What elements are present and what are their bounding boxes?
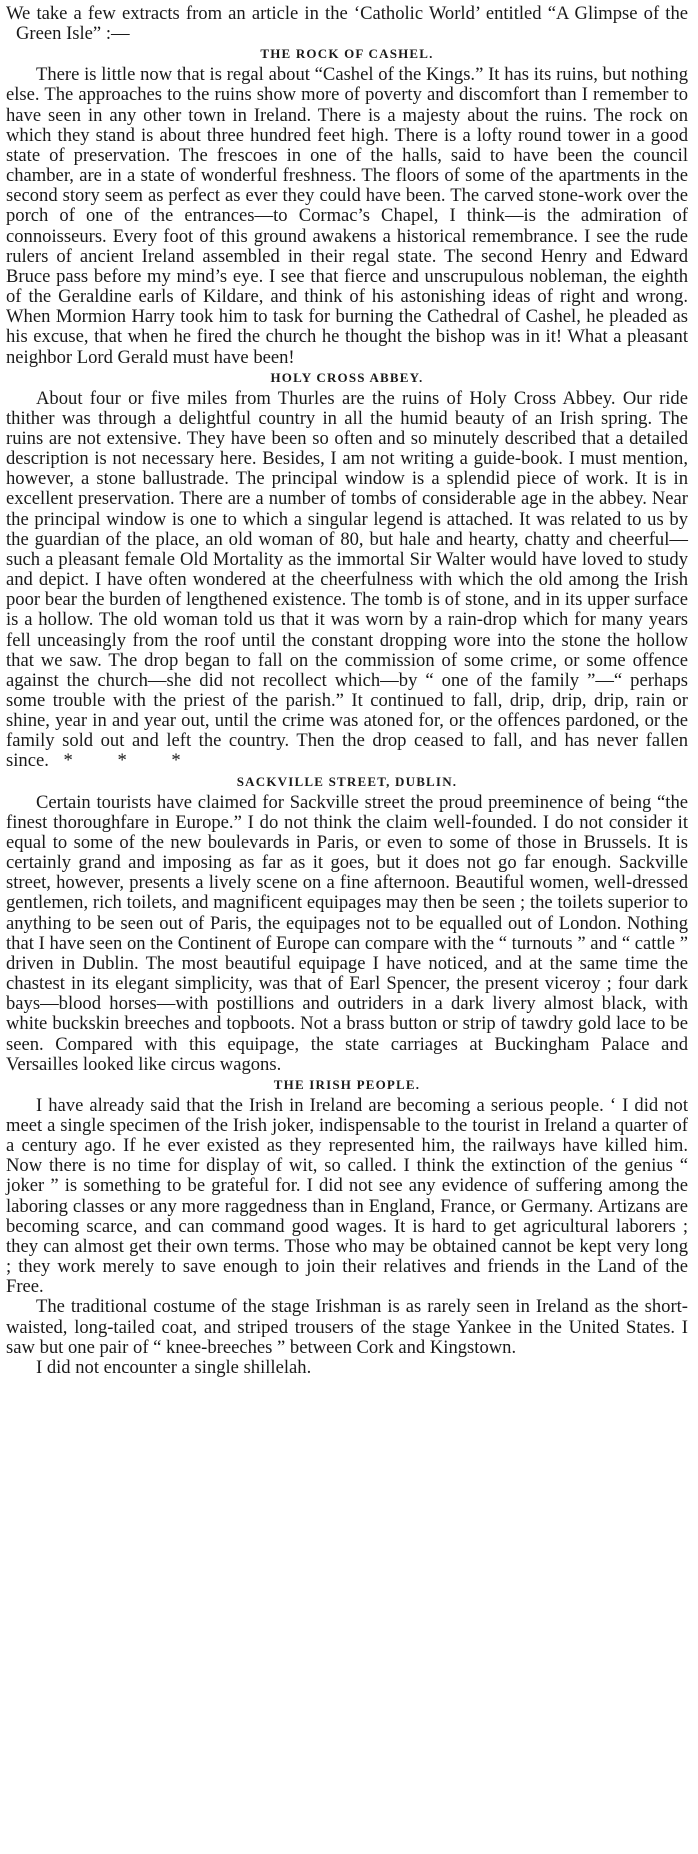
paragraph-holy-cross-abbey <box>6 389 688 772</box>
paragraph-sackville-street: Certain tourists have claimed for Sackville street the proud preeminence of being “the finest thoroughfare in Europe.” I do not think the claim well-founded. I do not consider it equal to some of the new boulevards in Paris, or even to some of those in Brussels. It is certainly grand and imposing as far as it goes, but it does not go far enough. Sackville street, however, presents a lively scene on a fine afternoon. Beautiful women, well-dressed gentlemen, rich toilets, and magnificent equipages may then be seen ; the toilets superior to anything to be seen out of Paris, the equipages not to be equalled out of London. Nothing that I have seen on the Continent of Europe can compare with the “ turnouts ” and “ cattle ” driven in Dublin. The most beautiful equipage I have noticed, and at the same time the chastest in its elegant simplicity, was that of Earl Spencer, the present viceroy ; four dark bays—blood horses—with postillions and outriders in a dark livery almost black, with white buckskin breeches and topboots. Not a brass button or strip of tawdry gold lace to be seen. Compared with this equipage, the state carriages at Buckingham Palace and Versailles looked like circus wagons. <box>6 791 688 1075</box>
paragraph-rock-of-cashel: There is little now that is regal about “Cashel of the Kings.” It has its ruins, but nothing else. The approaches to the ruins show more of poverty and discomfort than I remember to have seen in any other town in Ireland. There is a majesty about the ruins. The rock on which they stand is about three hundred feet high. There is a lofty round tower in a good state of preservation. The frescoes in one of the halls, said to have been the council chamber, are in a state of wonderful freshness. The floors of some of the apartments in the second story seem as perfect as ever they could have been. The carved stone-work over the porch of one of the entrances—to Cormac’s Chapel, I think—is the admiration of connoisseurs. Every foot of this ground awakens a historical remembrance. I see the rude rulers of ancient Ireland assembled in their regal state. The second Henry and Edward Bruce pass before my mind’s eye. I see that fierce and unscrupulous nobleman, the eighth of the Geraldine earls of Kildare, and think of his astonishing ideas of right and wrong. When Mormion Harry took him to task for burning the Cathedral of Cashel, he pleaded as his excuse, that when he fired the church he thought the bishop was in it! What a pleasant neighbor Lord Gerald must have been! <box>6 64 688 368</box>
section-heading-sackville-street: SACKVILLE STREET, DUBLIN. <box>236 773 458 789</box>
section-heading-irish-people: THE IRISH PEOPLE. <box>273 1076 421 1092</box>
paragraph-irish-people-2: The traditional costume of the stage Irishman is as rarely seen in Ireland as the short-waisted, long-tailed coat, and striped trousers of the stage Yankee in the United States. I saw but one pair of “ knee-breeches ” between Cork and Kingstown. <box>6 1296 688 1358</box>
paragraph-holy-cross-text: About four or five miles from Thurles are the ruins of Holy Cross Abbey. Our ride thither was through a delightful country in all the humid beauty of an Irish spring. The ruins are not extensive. They have been so often and so minutely described that a detailed description is not necessary here. Besides, I am not writing a guide-book. I must mention, however, a stone ballustrade. The principal window is a splendid piece of work. It is in excellent preservation. There are a number of tombs of considerable age in the abbey. Near the principal window is one to which a singular legend is attached. It was related to us by the guardian of the place, an old woman of 80, but hale and hearty, chatty and cheerful—such a pleasant female Old Mortality as the immortal Sir Walter would have loved to study and depict. I have often wondered at the cheerfulness with which the old among the Irish poor bear the burden of lengthened existence. The tomb is of stone, and in its upper surface is a hollow. The old woman told us that it was worn by a rain-drop which for many years fell unceasingly from the roof until the constant dropping wore into the stone the hollow that we saw. The drop began to fall on the commission of some crime, or some offence against the church—she did not recollect which—by “ one of the family ”—“ perhaps some trouble with the priest of the parish.” It continued to fall, drip, drip, drip, rain or shine, year in and year out, until the crime was atoned for, or the offences pardoned, or the family sold out and left the country. Then the drop ceased to fall, and has never fallen since. <box>6 387 688 772</box>
paragraph-irish-people-1: I have already said that the Irish in Ireland are becoming a serious people. ‘ I did not meet a single specimen of the Irish joker, indispensable to the tourist in Ireland a quarter of a century ago. If he ever existed as they represented him, the railways have killed him. Now there is no time for display of wit, so called. I think the extinction of the genius “ joker ” is something to be grateful for. I did not see any evidence of suffering among the laboring classes or any more raggedness than in England, France, or Germany. Artizans are becoming scarce, and can command good wages. It is hard to get agricultural laborers ; they can almost get their own terms. Those who may be obtained cannot be kept very long ; they work merely to save enough to join their relatives and friends in the Land of the Free. <box>6 1094 688 1298</box>
section-heading-rock-of-cashel: THE ROCK OF CASHEL. <box>260 46 434 62</box>
article-intro: We take a few extracts from an article in the ‘Catholic World’ entitled “A Glimpse of the Green Isle” :— <box>6 3 688 45</box>
paragraph-irish-people-3: I did not encounter a single shillelah. <box>36 1356 312 1378</box>
section-break-asterisks: * * * <box>63 750 201 772</box>
section-heading-holy-cross-abbey: HOLY CROSS ABBEY. <box>270 369 424 385</box>
